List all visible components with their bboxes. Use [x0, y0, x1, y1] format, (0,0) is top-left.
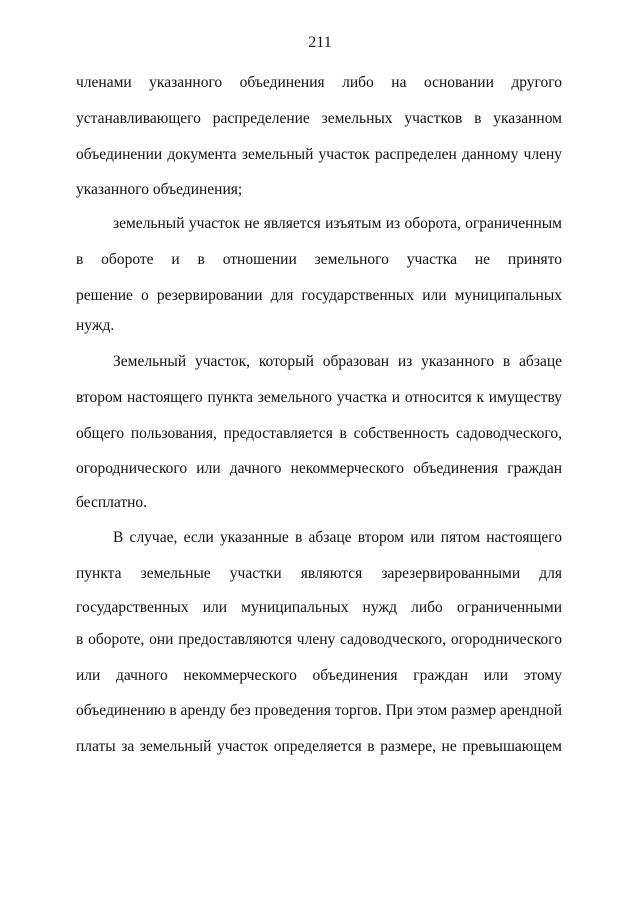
text-line: В случае, если указанные в абзаце втором или пятом настоящего [113, 529, 562, 546]
text-line: решение о резервировании для государственных или муниципальных [76, 287, 562, 304]
text-line: в обороте и в отношении земельного участка не принято [76, 251, 562, 268]
text-line: общего пользования, предоставляется в собственность садоводческого, [76, 425, 562, 442]
text-line: втором настоящего пункта земельного участка и относится к имуществу [76, 389, 562, 406]
text-line: или дачного некоммерческого объединения граждан или этому [76, 667, 562, 684]
page-number: 211 [308, 34, 332, 51]
text-line: устанавливающего распределение земельных участков в указанном [76, 110, 562, 127]
text-line: Земельный участок, который образован из указанного в абзаце [113, 353, 562, 370]
text-line: государственных или муниципальных нужд либо ограниченными [76, 599, 562, 616]
text-line: объединению в аренду без проведения торгов. При этом размер арендной [76, 702, 562, 719]
text-line: земельный участок не является изъятым из оборота, ограниченным [113, 215, 562, 232]
text-line: в обороте, они предоставляются члену садоводческого, огороднического [76, 631, 562, 648]
text-line: огороднического или дачного некоммерческого объединения граждан [76, 460, 562, 477]
text-line: нужд. [76, 317, 115, 334]
text-line: указанного объединения; [76, 181, 243, 198]
text-line: членами указанного объединения либо на основании другого [76, 74, 562, 91]
text-line: бесплатно. [76, 494, 148, 511]
text-line: объединении документа земельный участок распределен данному члену [76, 146, 562, 163]
text-line: пункта земельные участки являются зарезервированными для [76, 565, 562, 582]
text-line: платы за земельный участок определяется в размере, не превышающем [76, 738, 562, 755]
